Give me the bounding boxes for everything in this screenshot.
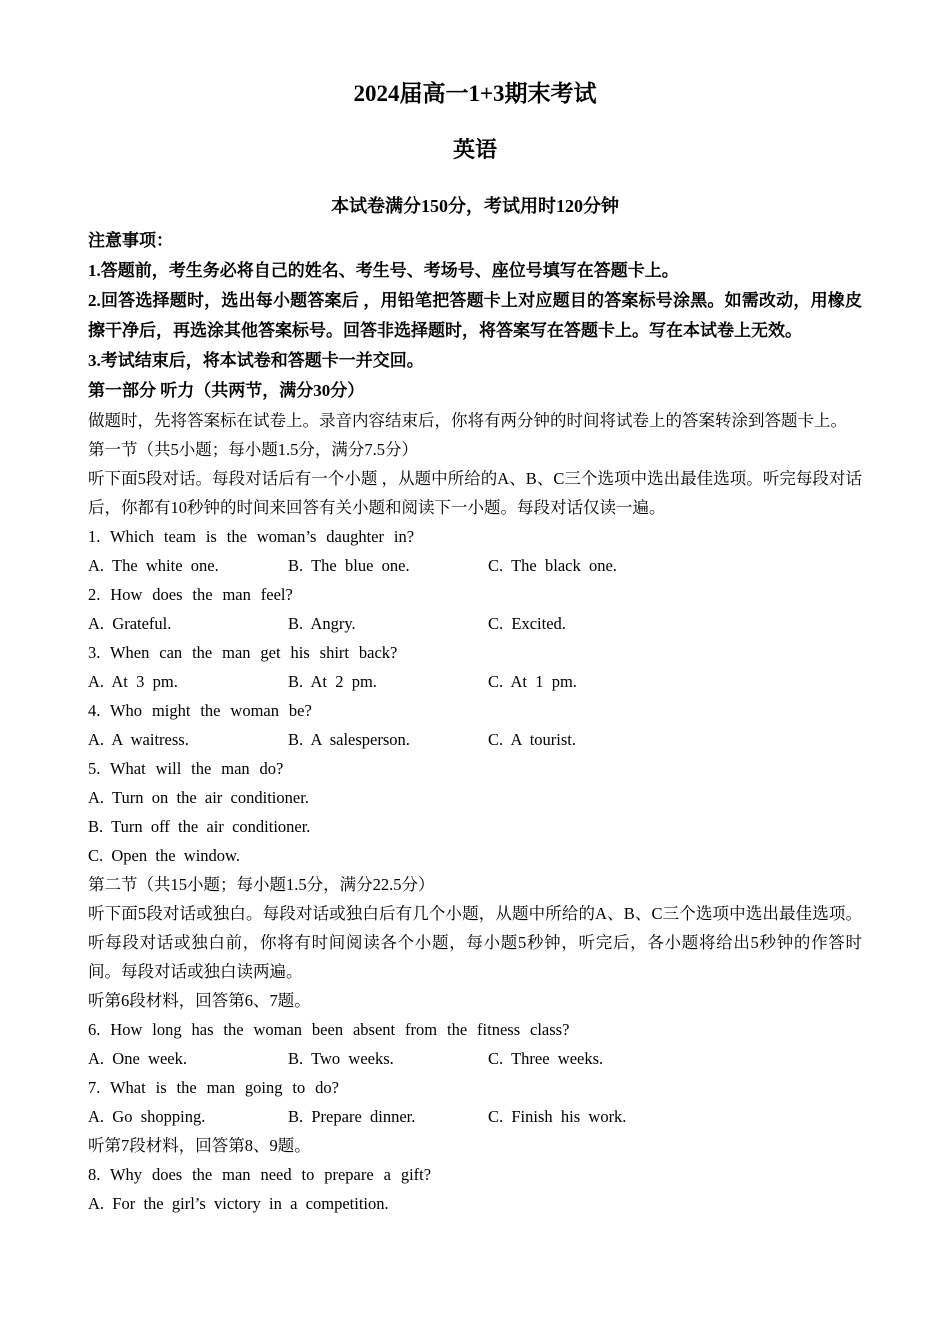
question-4 <box>88 696 862 754</box>
question-7-option-c: C. Finish his work. <box>488 1106 627 1126</box>
question-8-text: 8. Why does the man need to prepare a gift? <box>88 1164 432 1184</box>
question-2-text: 2. How does the man feel? <box>88 584 293 604</box>
question-2 <box>88 580 862 638</box>
question-4-option-c: C. A tourist. <box>488 729 577 749</box>
question-5 <box>88 754 862 870</box>
notice-item-2: 2.回答选择题时，选出每小题答案后 ，用铅笔把答题卡上对应题目的答案标号涂黑。如需改动，用橡皮擦干净后，再选涂其他答案标号。回答非选择题时，将答案写在答题卡上。写在本试卷上无效。 <box>88 290 862 340</box>
question-7-text: 7. What is the man going to do? <box>88 1077 339 1097</box>
notice-item-1: 1.答题前，考生务必将自己的姓名、考生号、考场号、座位号填写在答题卡上。 <box>88 260 679 280</box>
question-4-options <box>88 725 862 754</box>
question-8-option-a: A. For the girl’s victory in a competition. <box>88 1193 389 1213</box>
question-5-option-c: C. Open the window. <box>88 845 240 865</box>
question-2-option-a: A. Grateful. <box>88 613 172 633</box>
question-8 <box>88 1160 862 1218</box>
question-3-options <box>88 667 862 696</box>
question-3-text: 3. When can the man get his shirt back? <box>88 642 398 662</box>
section1-heading: 第一节（共5小题；每小题1.5分，满分7.5分） <box>88 439 418 459</box>
exam-info-line: 本试卷满分150分，考试用时120分钟 <box>331 195 619 216</box>
question-3-option-a: A. At 3 pm. <box>88 671 178 691</box>
question-2-options <box>88 609 862 638</box>
question-7-options <box>88 1102 862 1131</box>
question-6 <box>88 1015 862 1073</box>
question-3-option-c: C. At 1 pm. <box>488 671 577 691</box>
question-1-option-c: C. The black one. <box>488 555 617 575</box>
question-4-option-b: B. A salesperson. <box>288 729 410 749</box>
question-3 <box>88 638 862 696</box>
question-5-option-a: A. Turn on the air conditioner. <box>88 787 309 807</box>
page-title: 2024届高一1+3期末考试 <box>353 81 597 106</box>
question-1-options <box>88 551 862 580</box>
notice-item-3: 3.考试结束后，将本试卷和答题卡一并交回。 <box>88 350 424 370</box>
exam-subject: 英语 <box>452 136 497 162</box>
question-1-option-b: B. The blue one. <box>288 555 410 575</box>
question-1-option-a: A. The white one. <box>88 555 219 575</box>
notice-heading: 注意事项： <box>88 230 173 250</box>
question-1-text: 1. Which team is the woman’s daughter in? <box>88 526 415 546</box>
part1-intro: 做题时，先将答案标在试卷上。录音内容结束后，你将有两分钟的时间将试卷上的答案转涂到答题卡上。 <box>88 410 847 430</box>
question-4-text: 4. Who might the woman be? <box>88 700 312 720</box>
question-6-text: 6. How long has the woman been absent from the fitness class? <box>88 1019 570 1039</box>
question-7-option-a: A. Go shopping. <box>88 1106 206 1126</box>
question-6-option-b: B. Two weeks. <box>288 1048 394 1068</box>
section1-instructions: 听下面5段对话。每段对话后有一个小题 ，从题中所给的A、B、C三个选项中选出最佳选项。听完每段对话后，你都有10秒钟的时间来回答有关小题和阅读下一小题。每段对话仅读一遍。 <box>88 468 862 517</box>
part1-heading: 第一部分 听力（共两节，满分30分） <box>88 380 365 400</box>
question-2-option-b: B. Angry. <box>288 613 356 633</box>
question-6-option-a: A. One week. <box>88 1048 187 1068</box>
question-4-option-a: A. A waitress. <box>88 729 189 749</box>
section2-instructions: 听下面5段对话或独白。每段对话或独白后有几个小题，从题中所给的A、B、C三个选项中选出最佳选项。听每段对话或独白前，你将有时间阅读各个小题，每小题5秒钟，听完后，各小题将给出5秒钟的作答时间。每段对话或独白读两遍。 <box>88 903 863 981</box>
question-6-option-c: C. Three weeks. <box>488 1048 604 1068</box>
question-5-option-b: B. Turn off the air conditioner. <box>88 816 311 836</box>
question-7 <box>88 1073 862 1131</box>
section2-heading: 第二节（共15小题；每小题1.5分，满分22.5分） <box>88 874 435 894</box>
question-5-text: 5. What will the man do? <box>88 758 284 778</box>
question-3-option-b: B. At 2 pm. <box>288 671 377 691</box>
question-1 <box>88 522 862 580</box>
question-7-option-b: B. Prepare dinner. <box>288 1106 416 1126</box>
material-7-line: 听第7段材料，回答第8、9题。 <box>88 1135 311 1155</box>
material-6-line: 听第6段材料，回答第6、7题。 <box>88 990 311 1010</box>
question-6-options <box>88 1044 862 1073</box>
question-2-option-c: C. Excited. <box>488 613 566 633</box>
